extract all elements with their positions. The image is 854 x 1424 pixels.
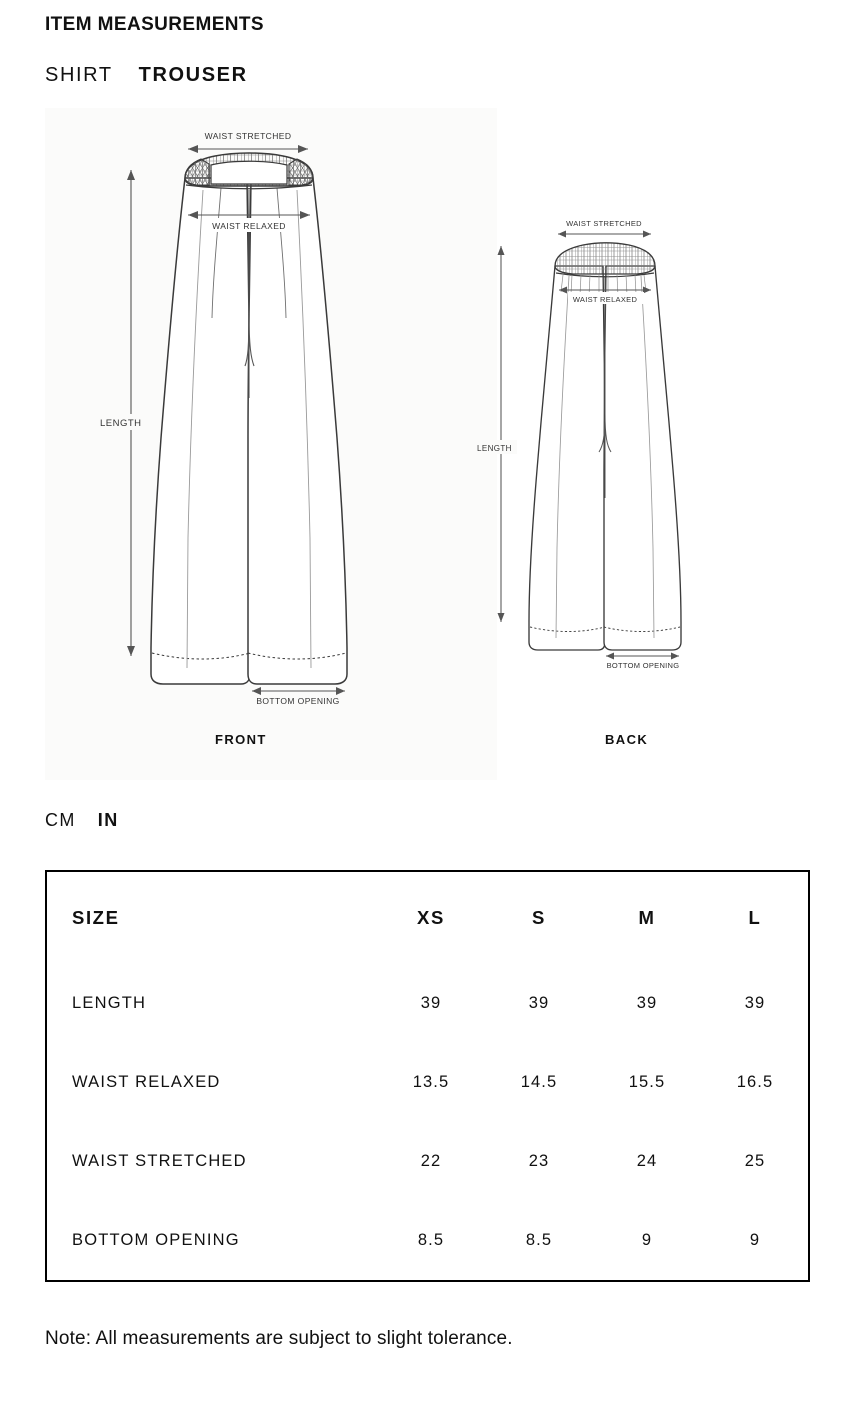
cell-value: 39 xyxy=(636,994,658,1012)
cell-value: 24 xyxy=(636,1152,658,1170)
header-size-xs: XS xyxy=(417,907,445,928)
row-label: BOTTOM OPENING xyxy=(72,1231,240,1249)
dimension-length-front xyxy=(97,170,147,656)
trouser-front-waistband xyxy=(185,153,313,189)
cell-value: 14.5 xyxy=(520,1073,558,1091)
dimension-waist-stretched-back xyxy=(558,219,651,238)
cell-value: 13.5 xyxy=(412,1073,450,1091)
dimension-waist-stretched-front xyxy=(188,131,308,153)
cell-value: 8.5 xyxy=(417,1231,445,1249)
cell-value: 39 xyxy=(420,994,442,1012)
size-table xyxy=(47,872,809,1280)
cell-value: 39 xyxy=(744,994,766,1012)
tab-trouser[interactable]: TROUSER xyxy=(138,64,248,86)
dimension-label-waist-relaxed-back: WAIST RELAXED xyxy=(572,295,638,304)
dimension-label-waist-relaxed-front: WAIST RELAXED xyxy=(212,221,286,231)
dimension-length-back xyxy=(475,246,517,622)
trouser-back-illustration xyxy=(455,218,815,748)
tolerance-note: Note: All measurements are subject to slight tolerance. xyxy=(45,1328,513,1349)
illustration-band xyxy=(0,108,854,780)
row-label: WAIST RELAXED xyxy=(72,1073,221,1091)
category-tab-group xyxy=(45,64,248,87)
cell-value: 9 xyxy=(749,1231,761,1249)
trouser-front-illustration xyxy=(45,108,497,748)
view-label-front: FRONT xyxy=(215,732,267,747)
cell-value: 9 xyxy=(641,1231,653,1249)
table-header-row xyxy=(47,872,809,964)
header-size: SIZE xyxy=(72,907,120,928)
dimension-label-length-back: LENGTH xyxy=(477,444,512,453)
dimension-label-bottom-opening-back: BOTTOM OPENING xyxy=(606,661,680,670)
cell-value: 23 xyxy=(528,1152,550,1170)
size-table-container xyxy=(45,870,810,1282)
cell-value: 16.5 xyxy=(736,1073,774,1091)
cell-value: 25 xyxy=(744,1152,766,1170)
table-row xyxy=(47,1043,809,1122)
unit-toggle-group xyxy=(45,810,119,831)
dimension-label-bottom-opening-front: BOTTOM OPENING xyxy=(256,696,340,706)
dimension-bottom-opening-back xyxy=(606,653,679,671)
unit-tab-cm[interactable]: CM xyxy=(45,810,76,830)
table-row xyxy=(47,964,809,1043)
tab-shirt[interactable]: SHIRT xyxy=(45,64,113,86)
unit-tab-in[interactable]: IN xyxy=(97,810,119,830)
table-row xyxy=(47,1122,809,1201)
cell-value: 15.5 xyxy=(628,1073,666,1091)
page-title: ITEM MEASUREMENTS xyxy=(45,14,264,35)
dimension-bottom-opening-front xyxy=(252,687,345,706)
dimension-label-waist-stretched-front: WAIST STRETCHED xyxy=(204,131,292,141)
cell-value: 8.5 xyxy=(525,1231,553,1249)
row-label: LENGTH xyxy=(72,994,147,1012)
header-size-l: L xyxy=(748,907,762,928)
cell-value: 22 xyxy=(420,1152,442,1170)
table-row xyxy=(47,1201,809,1280)
row-label: WAIST STRETCHED xyxy=(72,1152,247,1170)
view-label-back: BACK xyxy=(605,732,649,747)
header-size-s: S xyxy=(532,907,546,928)
dimension-label-waist-stretched-back: WAIST STRETCHED xyxy=(566,219,642,228)
header-size-m: M xyxy=(638,907,656,928)
dimension-label-length-front: LENGTH xyxy=(100,418,142,429)
cell-value: 39 xyxy=(528,994,550,1012)
